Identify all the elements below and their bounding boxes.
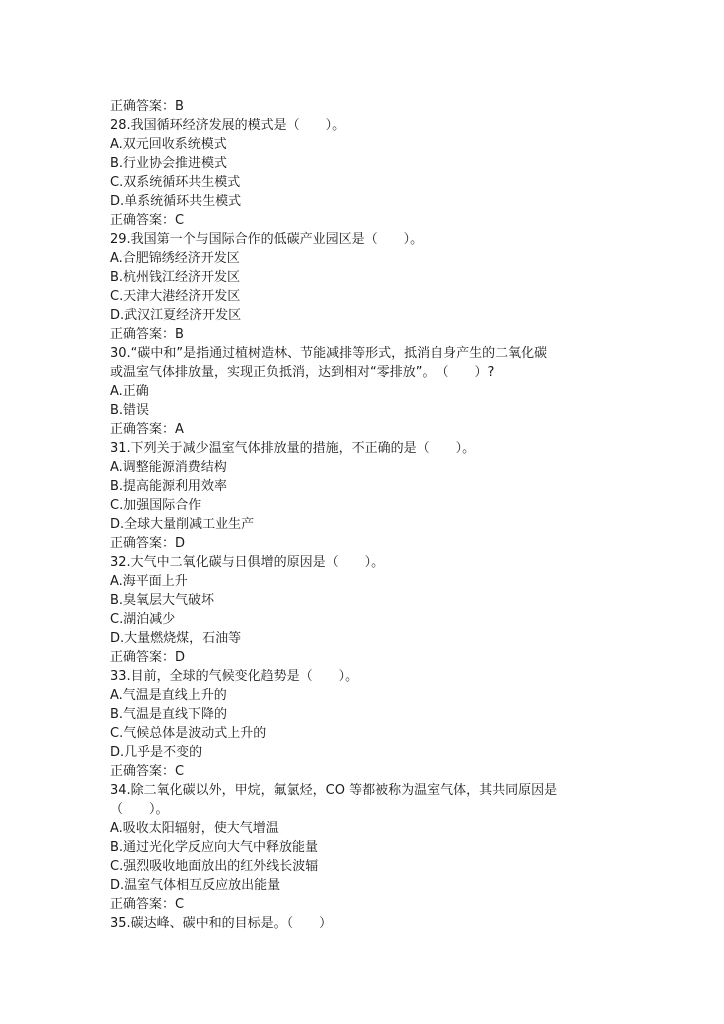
answer-33: 正确答案：C: [110, 764, 185, 779]
option-28-d: D.单系统循环共生模式: [110, 194, 242, 209]
option-34-b: B.通过光化学反应向大气中释放能量: [110, 840, 319, 855]
option-32-d: D.大量燃烧煤，石油等: [110, 631, 242, 646]
option-29-d: D.武汉江夏经济开发区: [110, 308, 242, 323]
question-list: [110, 97, 620, 933]
option-30-a: A.正确: [110, 384, 149, 399]
answer-31: 正确答案：D: [110, 536, 186, 551]
option-31-b: B.提高能源利用效率: [110, 479, 228, 494]
question-34-line-2: （ ）。: [110, 802, 169, 817]
answer-30: 正确答案：A: [110, 422, 184, 437]
question-30-line-1: 30.“碳中和”是指通过植树造林、节能减排等形式，抵消自身产生的二氧化碳: [110, 346, 548, 361]
option-28-b: B.行业协会推进模式: [110, 156, 228, 171]
question-35: 35.碳达峰、碳中和的目标是。（ ）: [110, 916, 333, 931]
option-28-c: C.双系统循环共生模式: [110, 175, 241, 190]
option-31-c: C.加强国际合作: [110, 498, 202, 513]
option-29-c: C.天津大港经济开发区: [110, 289, 241, 304]
option-32-b: B.臭氧层大气破坏: [110, 593, 215, 608]
answer-32: 正确答案：D: [110, 650, 186, 665]
option-31-a: A.调整能源消费结构: [110, 460, 227, 475]
question-30-line-2: 或温室气体排放量，实现正负抵消，达到相对“零排放”。 （ ）?: [110, 365, 495, 380]
option-30-b: B.错误: [110, 403, 150, 418]
option-31-d: D.全球大量削减工业生产: [110, 517, 255, 532]
answer-34: 正确答案：C: [110, 897, 185, 912]
question-34-line-1: 34.除二氧化碳以外，甲烷，氟氯烃，CO 等都被称为温室气体，其共同原因是: [110, 783, 558, 798]
option-32-a: A.海平面上升: [110, 574, 188, 589]
option-34-a: A.吸收太阳辐射，使大气增温: [110, 821, 279, 836]
question-28: 28.我国循环经济发展的模式是（ ）。: [110, 118, 346, 133]
option-33-b: B.气温是直线下降的: [110, 707, 228, 722]
option-28-a: A.双元回收系统模式: [110, 137, 227, 152]
option-33-c: C.气候总体是波动式上升的: [110, 726, 267, 741]
option-32-c: C.湖泊减少: [110, 612, 176, 627]
option-33-d: D.几乎是不变的: [110, 745, 203, 760]
option-34-c: C.强烈吸收地面放出的红外线长波辐: [110, 859, 319, 874]
question-31: 31.下列关于减少温室气体排放量的措施，不正确的是（ ）。: [110, 441, 476, 456]
answer-27: 正确答案：B: [110, 99, 184, 114]
question-32: 32.大气中二氧化碳与日俱增的原因是（ ）。: [110, 555, 385, 570]
answer-29: 正确答案：B: [110, 327, 184, 342]
question-33: 33.目前，全球的气候变化趋势是（ ）。: [110, 669, 359, 684]
answer-28: 正确答案：C: [110, 213, 185, 228]
option-33-a: A.气温是直线上升的: [110, 688, 227, 703]
option-29-a: A.合肥锦绣经济开发区: [110, 251, 240, 266]
option-29-b: B.杭州钱江经济开发区: [110, 270, 241, 285]
option-34-d: D.温室气体相互反应放出能量: [110, 878, 281, 893]
question-29: 29.我国第一个与国际合作的低碳产业园区是（ ）。: [110, 232, 424, 247]
